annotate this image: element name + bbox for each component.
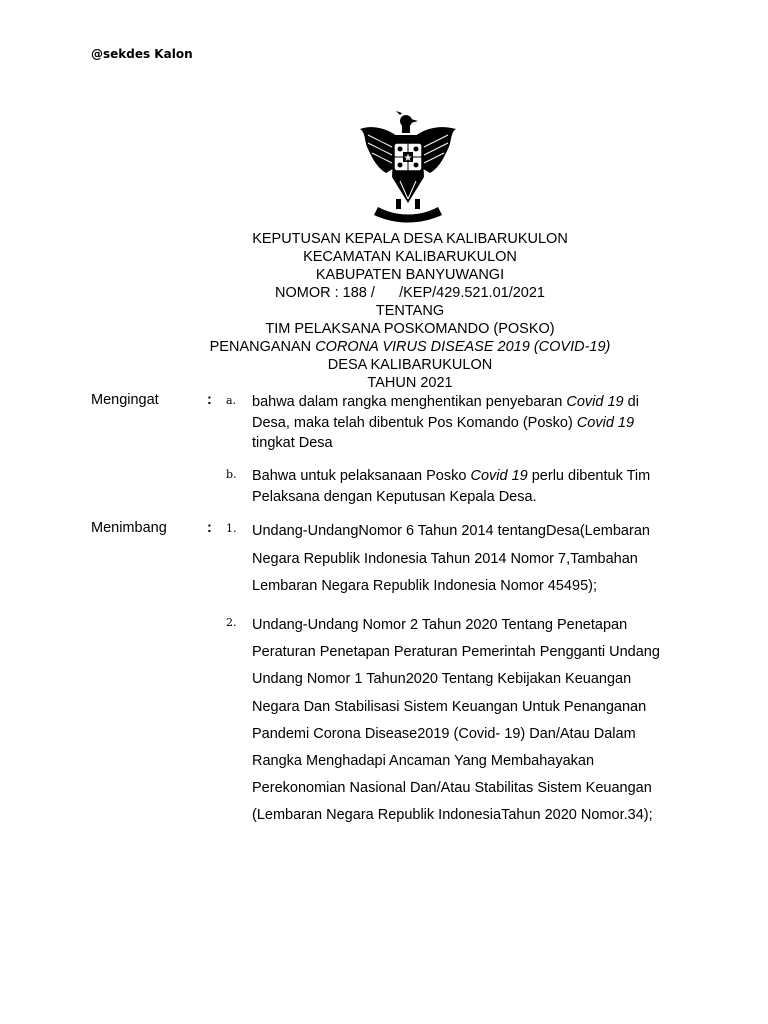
item-text: Pandemi Corona Disease2019 (Covid- 19) Dan/Atau Dalam	[252, 725, 636, 742]
item-text: bahwa dalam rangka menghentikan penyebaran	[252, 394, 567, 410]
title-text: PENANGANAN	[209, 339, 316, 355]
watermark-text: @sekdes Kalon	[91, 47, 193, 61]
title-line	[0, 338, 768, 356]
item-text: Undang-Undang Nomor 2 Tahun 2020 Tentang Penetapan	[252, 617, 628, 633]
item-text: Lembaran Negara Republik Indonesia Nomor 45495);	[252, 578, 597, 594]
item-text: Negara Republik Indonesia Tahun 2014 Nomor 7,Tambahan	[252, 550, 638, 567]
item-text: Negara Dan Stabilisasi Sistem Keuangan Untuk Penanganan	[252, 698, 647, 715]
title-line: TENTANG	[375, 303, 445, 319]
item-text: (Lembaran Negara Republik IndonesiaTahun 2020 Nomor.34);	[252, 807, 653, 824]
item-text: Rangka Menghadapi Ancaman Yang Membahayakan	[252, 753, 595, 770]
item-text: Peraturan Penetapan Peraturan Pemerintah Pengganti Undang	[252, 644, 660, 661]
title-italic-text: CORONA VIRUS DISEASE 2019 (COVID-19)	[315, 339, 611, 355]
list-item	[252, 518, 692, 601]
item-text: Pelaksana dengan Keputusan Kepala Desa.	[252, 488, 537, 505]
section-colon: :	[207, 392, 212, 408]
title-line: KECAMATAN KALIBARUKULON	[303, 249, 517, 265]
section-colon: :	[207, 520, 212, 536]
item-marker: a.	[226, 394, 237, 407]
garuda-pancasila-emblem-icon	[356, 107, 460, 225]
decree-title	[0, 230, 768, 392]
item-italic-text: Covid 19	[566, 394, 624, 410]
section-label: Menimbang	[91, 520, 167, 536]
item-italic-text: Covid 19	[470, 468, 528, 484]
list-item	[252, 612, 692, 830]
title-line: KEPUTUSAN KEPALA DESA KALIBARUKULON	[252, 231, 568, 247]
item-text: Undang Nomor 1 Tahun2020 Tentang Kebijakan Keuangan	[252, 671, 632, 688]
item-text: perlu dibentuk Tim	[527, 468, 651, 484]
item-text: di	[623, 394, 639, 410]
title-line: KABUPATEN BANYUWANGI	[315, 267, 505, 283]
item-text: Undang-UndangNomor 6 Tahun 2014 tentangDesa(Lembaran	[252, 523, 650, 539]
item-text: Perekonomian Nasional Dan/Atau Stabilitas Sistem Keuangan	[252, 780, 652, 797]
list-item	[252, 466, 692, 507]
item-text: tingkat Desa	[252, 435, 333, 451]
decree-number: NOMOR : 188 / /KEP/429.521.01/2021	[274, 285, 545, 301]
title-line: DESA KALIBARUKULON	[327, 357, 493, 373]
item-text: Desa, maka telah dibentuk Pos Komando (Posko)	[252, 414, 577, 431]
section-label: Mengingat	[91, 392, 159, 408]
item-text: Bahwa untuk pelaksanaan Posko	[252, 468, 471, 484]
item-italic-text: Covid 19	[576, 414, 635, 431]
item-marker: 1.	[226, 522, 237, 535]
title-line: TIM PELAKSANA POSKOMANDO (POSKO)	[265, 321, 555, 337]
item-marker: 2.	[226, 616, 237, 629]
list-item	[252, 392, 692, 454]
title-line: TAHUN 2021	[367, 375, 453, 391]
item-marker: b.	[226, 468, 237, 481]
